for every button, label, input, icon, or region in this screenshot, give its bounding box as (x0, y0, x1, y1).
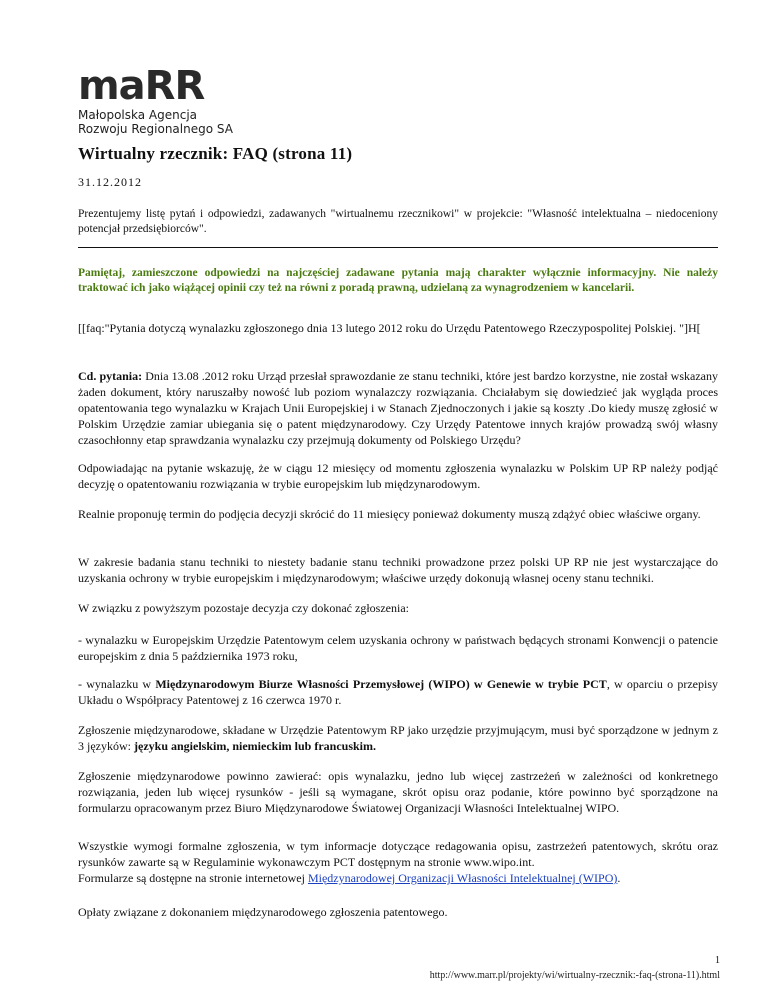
footer-url: http://www.marr.pl/projekty/wi/wirtualny-rzecznik:-faq-(strona-11).html (429, 970, 720, 981)
wipo-link[interactable]: Międzynarodowej Organizacji Własności Intelektualnej (WIPO) (307, 871, 618, 885)
forms-paragraph (78, 870, 718, 886)
logo-line-2: Rozwoju Regionalnego SA (78, 122, 233, 136)
answer-paragraph-3: W zakresie badania stanu techniki to niestety badanie stanu techniki prowadzone przez polski UP RP nie jest wystarczające do uzyskania ochrony w trybie europejskim i międzynarodowym; właściwe urzędy dokonują własnej oceny stanu techniki. (78, 555, 718, 585)
logo-line-1: Małopolska Agencja (78, 108, 198, 122)
forms-pre: Formularze są dostępne na stronie internetowej (78, 871, 308, 885)
option-pct-pre: - wynalazku w (78, 677, 156, 691)
logo-mark: maRR (78, 63, 205, 109)
divider (78, 247, 718, 248)
answer-paragraph-4: W związku z powyższym pozostaje decyzja czy dokonać zgłoszenia: (78, 601, 409, 615)
answer-paragraph-1: Odpowiadając na pytanie wskazuję, że w ciągu 12 miesięcy od momentu zgłoszenia wynalazku w Polskim UP RP należy podjąć decyzję o opatentowaniu rozwiązania w trybie europejskim lub międzynarodowym. (78, 461, 718, 491)
forms-post: . (617, 871, 621, 885)
page-title: Wirtualny rzecznik: FAQ (strona 11) (78, 144, 353, 163)
option-pct-bold: Międzynarodowym Biurze Własności Przemysłowej (WIPO) w Genewie w trybie PCT (155, 677, 607, 691)
answer-paragraph-2: Realnie proponuję termin do podjęcia decyzji skrócić do 11 miesięcy ponieważ dokumenty muszą zdążyć obiec właściwe organy. (78, 507, 701, 521)
question-lead: Cd. pytania: (78, 369, 143, 383)
question-text: Dnia 13.08 .2012 roku Urząd przesłał sprawozdanie ze stanu techniki, które jest bardzo korzystne, nie został wskazany żaden dokument, który naruszałby nowość lub poziom wynalazczy rozwiązania. Chciałabym się dowiedzieć jak wygląda proces opatentowania tego wynalazku w Krajach Unii Europejskiej i w Stanach Zjednoczonych i jakie są koszty .Do kiedy muszę zgłosić w Polskim Urzędzie zamiar ubiegania się o patent międzynarodowy. Czy Urzędy Patentowe innych krajów prowadzą swój własny czasochłonny etap sprawdzania wynalazku czy przejmują dokumenty od Polskiego Urzędu? (78, 369, 718, 447)
disclaimer-notice: Pamiętaj, zamieszczone odpowiedzi na najczęściej zadawane pytania mają charakter wyłącznie informacyjny. Nie należy traktować ich jako wiążącej opinii czy też na równi z poradą prawną, udzielaną za wynagrodzeniem w kancelarii. (78, 267, 718, 294)
option-pct (78, 676, 718, 708)
language-paragraph (78, 722, 718, 754)
page-number: 1 (715, 955, 720, 966)
requirements-paragraph: Wszystkie wymogi formalne zgłoszenia, w tym informacje dotyczące redagowania opisu, zastrzeżeń patentowych, skrótu oraz rysunków zawarte są w Regulaminie wykonawczym PCT dostępnym na stronie www.wipo.int. (78, 839, 718, 869)
publish-date: 31.12.2012 (78, 175, 142, 189)
contents-paragraph: Zgłoszenie międzynarodowe powinno zawierać: opis wynalazku, jedno lub więcej zastrzeżeń w zależności od konkretnego rozwiązania, jeden lub więcej rysunków - jeśli są wymagane, skrót opisu oraz podanie, które powinno być sporządzone na formularzu opracowanym przez Biuro Międzynarodowe Światowej Organizacji Własności Intelektualnej WIPO. (78, 769, 718, 815)
faq-tag-line: [[faq:"Pytania dotyczą wynalazku zgłoszonego dnia 13 lutego 2012 roku do Urzędu Patentowego Rzeczypospolitej Polskiej. "]H[ (78, 321, 701, 335)
option-european: - wynalazku w Europejskim Urzędzie Patentowym celem uzyskania ochrony w państwach będących stronami Konwencji o patencie europejskim z dnia 5 października 1973 roku, (78, 633, 718, 663)
marr-logo (78, 63, 278, 136)
fees-paragraph: Opłaty związane z dokonaniem międzynarodowego zgłoszenia patentowego. (78, 905, 448, 919)
language-bold: języku angielskim, niemieckim lub francuskim. (134, 739, 377, 753)
question-paragraph (78, 368, 718, 448)
option-pct-post: , w oparciu o przepisy Układu o Współpracy Patentowej z 16 czerwca 1970 r. (78, 677, 719, 707)
intro-text: Prezentujemy listę pytań i odpowiedzi, zadawanych "wirtualnemu rzecznikowi" w projekcie: "Własność intelektualna – niedoceniony potencjał przedsiębiorców". (78, 208, 718, 235)
language-pre: Zgłoszenie międzynarodowe, składane w Urzędzie Patentowym RP jako urzędzie przyjmującym, musi być sporządzone w jednym z 3 języków: (78, 723, 718, 753)
